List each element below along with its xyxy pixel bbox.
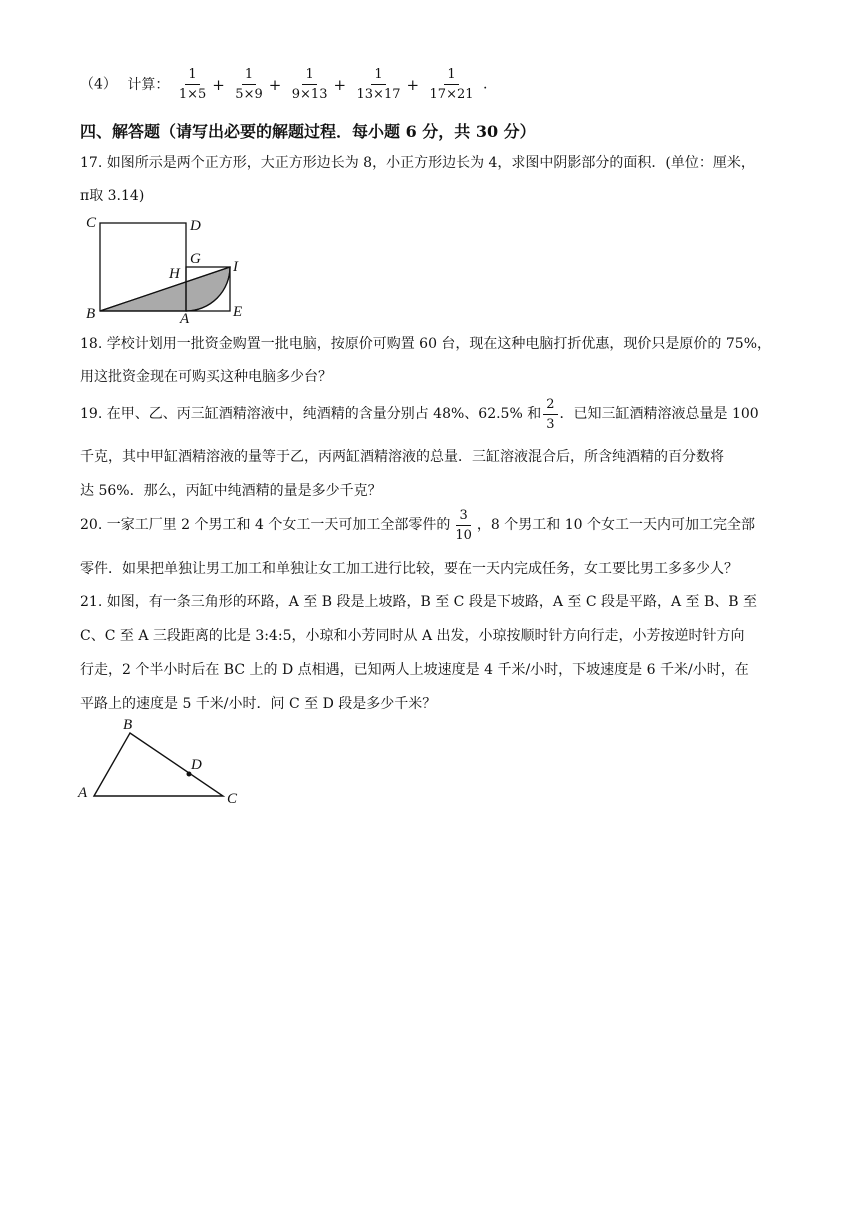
label-c: C bbox=[227, 791, 238, 807]
label-e: E bbox=[233, 304, 243, 320]
q4-label: （4） bbox=[80, 76, 117, 93]
q21-line2: C、C 至 A 三段距离的比是 3:4:5，小琼和小芳同时从 A 出发，小琼按顺时针方向行走，小芳按逆时针方向 bbox=[80, 628, 745, 644]
label-i: I bbox=[233, 259, 238, 275]
q19-fraction: $\frac{2}{3}$ bbox=[543, 398, 557, 431]
label-a: A bbox=[180, 311, 190, 325]
label-d: D bbox=[191, 757, 202, 773]
q21-line4: 平路上的速度是 5 千米/小时．问 C 至 D 段是多少千米？ bbox=[80, 696, 437, 712]
q4-fraction-3: $\frac{1}{9\times 13}$ bbox=[291, 67, 328, 102]
label-b: B bbox=[123, 717, 133, 733]
label-b: B bbox=[86, 306, 96, 322]
label-a: A bbox=[78, 785, 88, 801]
triangle-route bbox=[94, 733, 223, 796]
plus-sign: + bbox=[268, 75, 282, 94]
q21-line3: 行走，2 个半小时后在 BC 上的 D 点相遇，已知两人上坡速度是 4 千米/小时，下坡速度是 6 千米/小时，在 bbox=[80, 662, 749, 678]
q4-fraction-2: $\frac{1}{5\times 9}$ bbox=[235, 67, 263, 102]
q4-fraction-5: $\frac{1}{17\times 21}$ bbox=[429, 67, 474, 102]
q17-line1: 17. 如图所示是两个正方形，大正方形边长为 8，小正方形边长为 4，求图中阴影部分的面积．(单位：厘米， bbox=[80, 155, 755, 171]
q20-line2: 零件．如果把单独让男工加工和单独让女工加工进行比较，要在一天内完成任务，女工要比男工多多少人？ bbox=[80, 561, 738, 577]
plus-sign: + bbox=[333, 75, 347, 94]
q19-line3: 达 56%．那么，丙缸中纯酒精的量是多少千克？ bbox=[80, 483, 382, 499]
q4-end: . bbox=[482, 76, 488, 93]
plus-sign: + bbox=[406, 75, 420, 94]
label-c: C bbox=[86, 215, 97, 231]
q4-fraction-4: $\frac{1}{13\times 17}$ bbox=[356, 67, 401, 102]
q18-line1: 18. 学校计划用一批资金购置一批电脑，按原价可购置 60 台，现在这种电脑打折优惠，现价只是原价的 75%， bbox=[80, 336, 771, 352]
label-d: D bbox=[190, 218, 201, 234]
q20-fraction: $\frac{3}{10}$ bbox=[455, 507, 472, 543]
q18-line2: 用这批资金现在可购买这种电脑多少台？ bbox=[80, 369, 332, 385]
label-h: H bbox=[169, 266, 180, 282]
label-g: G bbox=[190, 251, 201, 267]
q17-squares-figure bbox=[80, 210, 260, 325]
q21-triangle-figure bbox=[75, 715, 250, 810]
q20-line1: 20. 一家工厂里 2 个男工和 4 个女工一天可加工全部零件的 $\frac{3}{10}$ ，8 个男工和 10 个女工一天内可加工完全部 bbox=[80, 507, 755, 543]
plus-sign: + bbox=[212, 75, 225, 94]
q19-line2: 千克，其中甲缸酒精溶液的量等于乙，丙两缸酒精溶液的总量．三缸溶液混合后，所含纯酒精的百分数将 bbox=[80, 449, 724, 465]
q4-fraction-1: $\frac{1}{1\times 5}$ bbox=[178, 67, 207, 102]
section-title: 四、解答题（请写出必要的解题过程．每小题 6 分，共 30 分） bbox=[80, 122, 536, 141]
q21-line1: 21. 如图，有一条三角形的环路，A 至 B 段是上坡路，B 至 C 段是下坡路，A 至 C 段是平路，A 至 B、B 至 bbox=[80, 594, 758, 610]
q17-line2: π取 3.14) bbox=[80, 188, 145, 204]
q4-prefix: 计算： bbox=[127, 76, 170, 93]
q19-line1: 19. 在甲、乙、丙三缸酒精溶液中，纯酒精的含量分别占 48%、62.5% 和 $\frac{2}{3}$ ．已知三缸酒精溶液总量是 100 bbox=[80, 396, 759, 432]
q4-line bbox=[80, 68, 487, 101]
